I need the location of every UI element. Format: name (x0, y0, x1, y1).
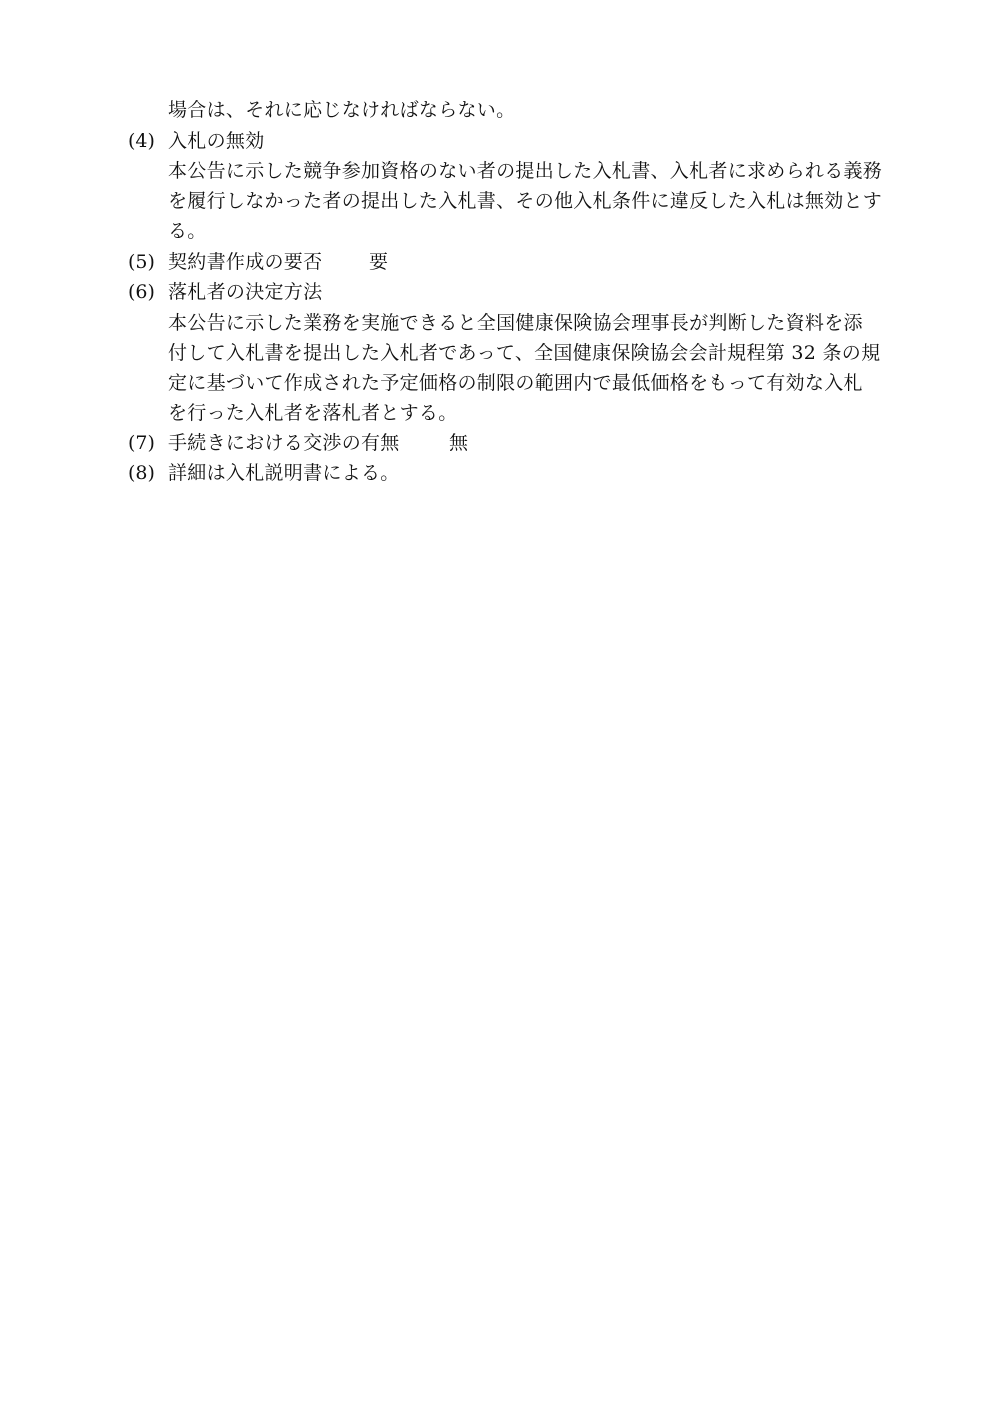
item-6-heading: 落札者の決定方法 (168, 281, 323, 303)
item-4-number: (4) (128, 130, 155, 152)
item-8-heading: 詳細は入札説明書による。 (168, 462, 400, 484)
item-6-text-line-3: 定に基づいて作成された予定価格の制限の範囲内で最低価格をもって有効な入札 (168, 372, 863, 394)
item-6-text-line-4: を行った入札者を落札者とする。 (168, 402, 458, 424)
item-4-heading: 入札の無効 (168, 130, 265, 152)
item-6-text-line-2: 付して入札書を提出した入札者であって、全国健康保険協会会計規程第 32 条の規 (168, 342, 881, 364)
continuation-text: 場合は、それに応じなければならない。 (168, 99, 516, 121)
item-4-text-line-1: 本公告に示した競争参加資格のない者の提出した入札書、入札者に求められる義務 (168, 160, 883, 182)
item-5-heading: 契約書作成の要否 (168, 251, 323, 273)
item-7-number: (7) (128, 432, 155, 454)
item-7-answer: 無 (449, 432, 469, 454)
item-4-text-line-3: る。 (168, 220, 207, 242)
item-6-text-line-1: 本公告に示した業務を実施できると全国健康保険協会理事長が判断した資料を添 (168, 312, 863, 334)
item-7-heading: 手続きにおける交渉の有無 (168, 432, 400, 454)
item-5-number: (5) (128, 251, 155, 273)
item-8-number: (8) (128, 462, 155, 484)
item-4-text-line-2: を履行しなかった者の提出した入札書、その他入札条件に違反した入札は無効とす (168, 190, 883, 212)
item-5-answer: 要 (369, 251, 389, 273)
item-6-number: (6) (128, 281, 155, 303)
